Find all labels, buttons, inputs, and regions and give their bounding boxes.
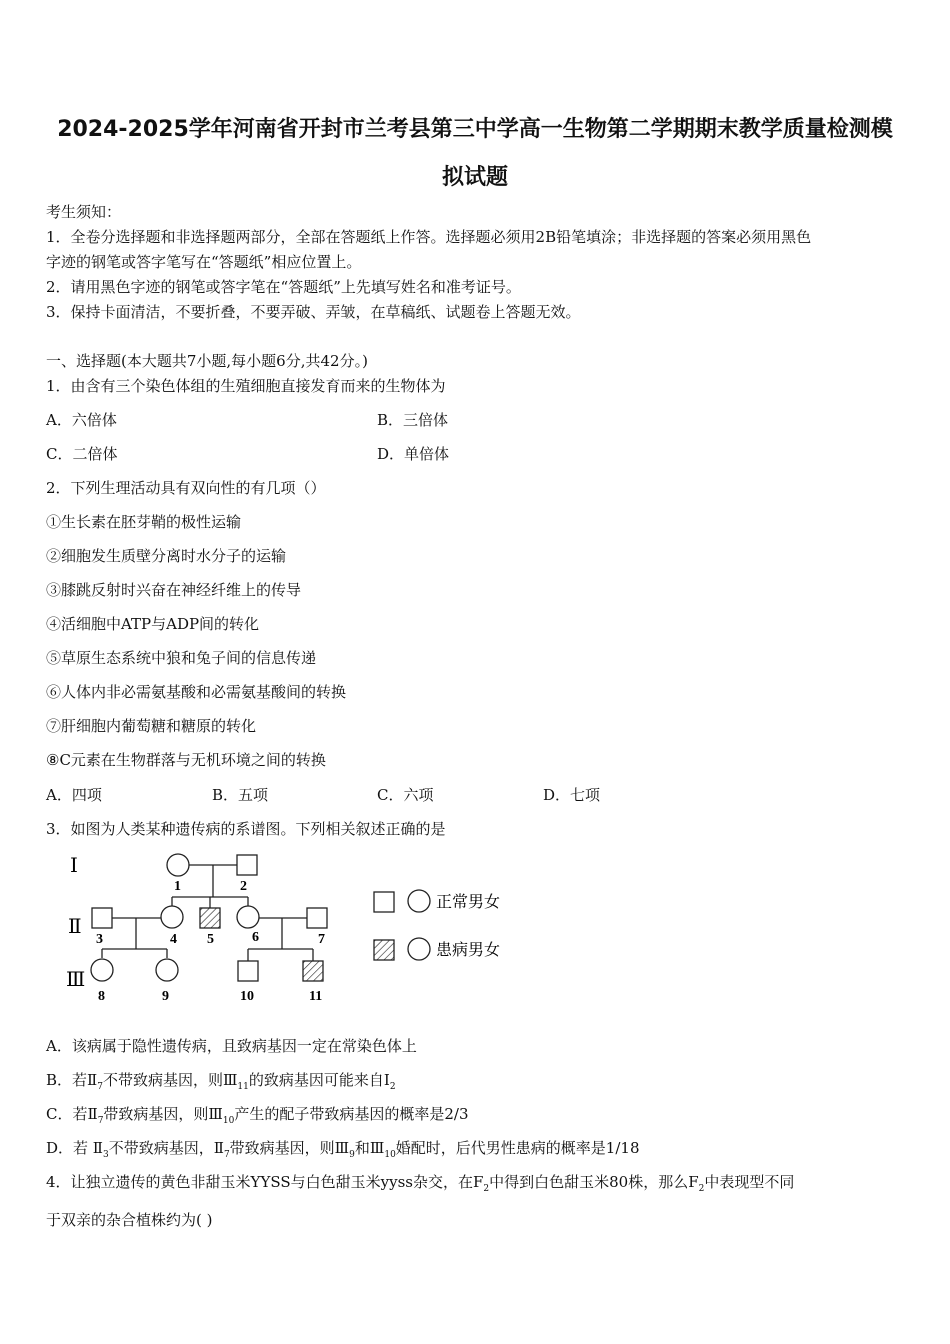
q2-item: ⑤草原生态系统中狼和兔子间的信息传递 xyxy=(46,649,317,667)
q2-item: ③膝跳反射时兴奋在神经纤维上的传导 xyxy=(46,581,302,599)
legend-affected-female xyxy=(408,938,430,960)
label-5: 5 xyxy=(207,932,214,947)
label-9: 9 xyxy=(162,989,169,1004)
individual-10 xyxy=(238,961,258,981)
individual-11 xyxy=(303,961,323,981)
individual-3 xyxy=(92,908,112,928)
notice-item-1b: 字迹的钢笔或答字笔写在“答题纸”相应位置上。 xyxy=(46,253,362,271)
individual-1 xyxy=(167,854,189,876)
q2-item: ①生长素在胚芽鞘的极性运输 xyxy=(46,513,242,531)
label-7: 7 xyxy=(318,932,325,947)
q1-stem: 1．由含有三个染色体组的生殖细胞直接发育而来的生物体为 xyxy=(46,377,446,395)
individual-8 xyxy=(91,959,113,981)
q1-option-b: B．三倍体 xyxy=(377,411,449,429)
q2-option-a: A．四项 xyxy=(46,786,102,804)
label-11: 11 xyxy=(309,989,323,1004)
q2-option-d: D．七项 xyxy=(543,786,601,804)
individual-7 xyxy=(307,908,327,928)
label-10: 10 xyxy=(240,989,254,1004)
q4-stem-line1: 4．让独立遗传的黄色非甜玉米YYSS与白色甜玉米yyss杂交，在$F_2$中得到白色甜玉米80株，那么$F_2$中表现型不同 xyxy=(46,1173,795,1194)
notice-heading: 考生须知： xyxy=(46,203,122,221)
legend-normal-label: 正常男女 xyxy=(436,894,501,911)
q2-option-c: C．六项 xyxy=(377,786,434,804)
label-6: 6 xyxy=(252,930,259,945)
q3-option-d: D．若 $Ⅱ_3$不带致病基因，$Ⅱ_7$带致病基因，则$Ⅲ_9$和$Ⅲ_{10}$婚配时，后代男性患病的概率是1/18 xyxy=(46,1139,640,1160)
q2-item: ⑧C元素在生物群落与无机环境之间的转换 xyxy=(46,751,326,769)
label-1: 1 xyxy=(174,879,181,894)
individual-6 xyxy=(237,906,259,928)
generation-label-1: Ⅰ xyxy=(70,855,78,877)
page-title-line1: 2024-2025学年河南省开封市兰考县第三中学高一生物第二学期期末教学质量检测模 xyxy=(57,117,893,142)
notice-item-2: 2．请用黑色字迹的钢笔或答字笔在“答题纸”上先填写姓名和准考证号。 xyxy=(46,278,521,296)
q2-option-b: B．五项 xyxy=(212,786,269,804)
label-8: 8 xyxy=(98,989,105,1004)
individual-2 xyxy=(237,855,257,875)
q3-stem: 3．如图为人类某种遗传病的系谱图。下列相关叙述正确的是 xyxy=(46,820,446,838)
q2-stem: 2．下列生理活动具有双向性的有几项（） xyxy=(46,479,326,497)
generation-label-2: Ⅱ xyxy=(68,916,82,938)
label-4: 4 xyxy=(170,932,177,947)
page-title-line2: 拟试题 xyxy=(441,165,508,190)
notice-item-3: 3．保持卡面清洁，不要折叠，不要弄破、弄皱，在草稿纸、试题卷上答题无效。 xyxy=(46,303,581,321)
notice-item-1a: 1．全卷分选择题和非选择题两部分，全部在答题纸上作答。选择题必须用2B铅笔填涂；非选择题的答案必须用黑色 xyxy=(46,228,812,246)
label-3: 3 xyxy=(96,932,103,947)
q3-option-c: C．若$Ⅱ_7$带致病基因，则$Ⅲ_{10}$产生的配子带致病基因的概率是2/3 xyxy=(46,1105,469,1126)
q2-item: ⑦肝细胞内葡萄糖和糖原的转化 xyxy=(46,717,257,735)
q3-option-b: B．若$Ⅱ_7$不带致病基因，则$Ⅲ_{11}$的致病基因可能来自$Ⅰ_2$ xyxy=(46,1071,396,1092)
q2-item: ④活细胞中ATP与ADP间的转化 xyxy=(46,615,260,633)
q1-option-d: D．单倍体 xyxy=(377,445,450,463)
individual-4 xyxy=(161,906,183,928)
q1-option-c: C．二倍体 xyxy=(46,445,118,463)
legend-normal-male xyxy=(374,892,394,912)
q4-stem-line2: 于双亲的杂合植株约为( ) xyxy=(46,1211,213,1229)
q3-option-a: A．该病属于隐性遗传病，且致病基因一定在常染色体上 xyxy=(46,1037,417,1055)
individual-5 xyxy=(200,908,220,928)
legend-affected-label: 患病男女 xyxy=(436,942,501,959)
q2-item: ⑥人体内非必需氨基酸和必需氨基酸间的转换 xyxy=(46,683,347,701)
q2-item: ②细胞发生质壁分离时水分子的运输 xyxy=(46,547,287,565)
label-2: 2 xyxy=(240,879,247,894)
legend-affected-male xyxy=(374,940,394,960)
legend-normal-female xyxy=(408,890,430,912)
individual-9 xyxy=(156,959,178,981)
section-heading: 一、选择题(本大题共7小题,每小题6分,共42分。) xyxy=(46,352,368,370)
pedigree-figure xyxy=(60,845,520,1010)
q1-option-a: A．六倍体 xyxy=(46,411,117,429)
generation-label-3: Ⅲ xyxy=(66,969,86,991)
